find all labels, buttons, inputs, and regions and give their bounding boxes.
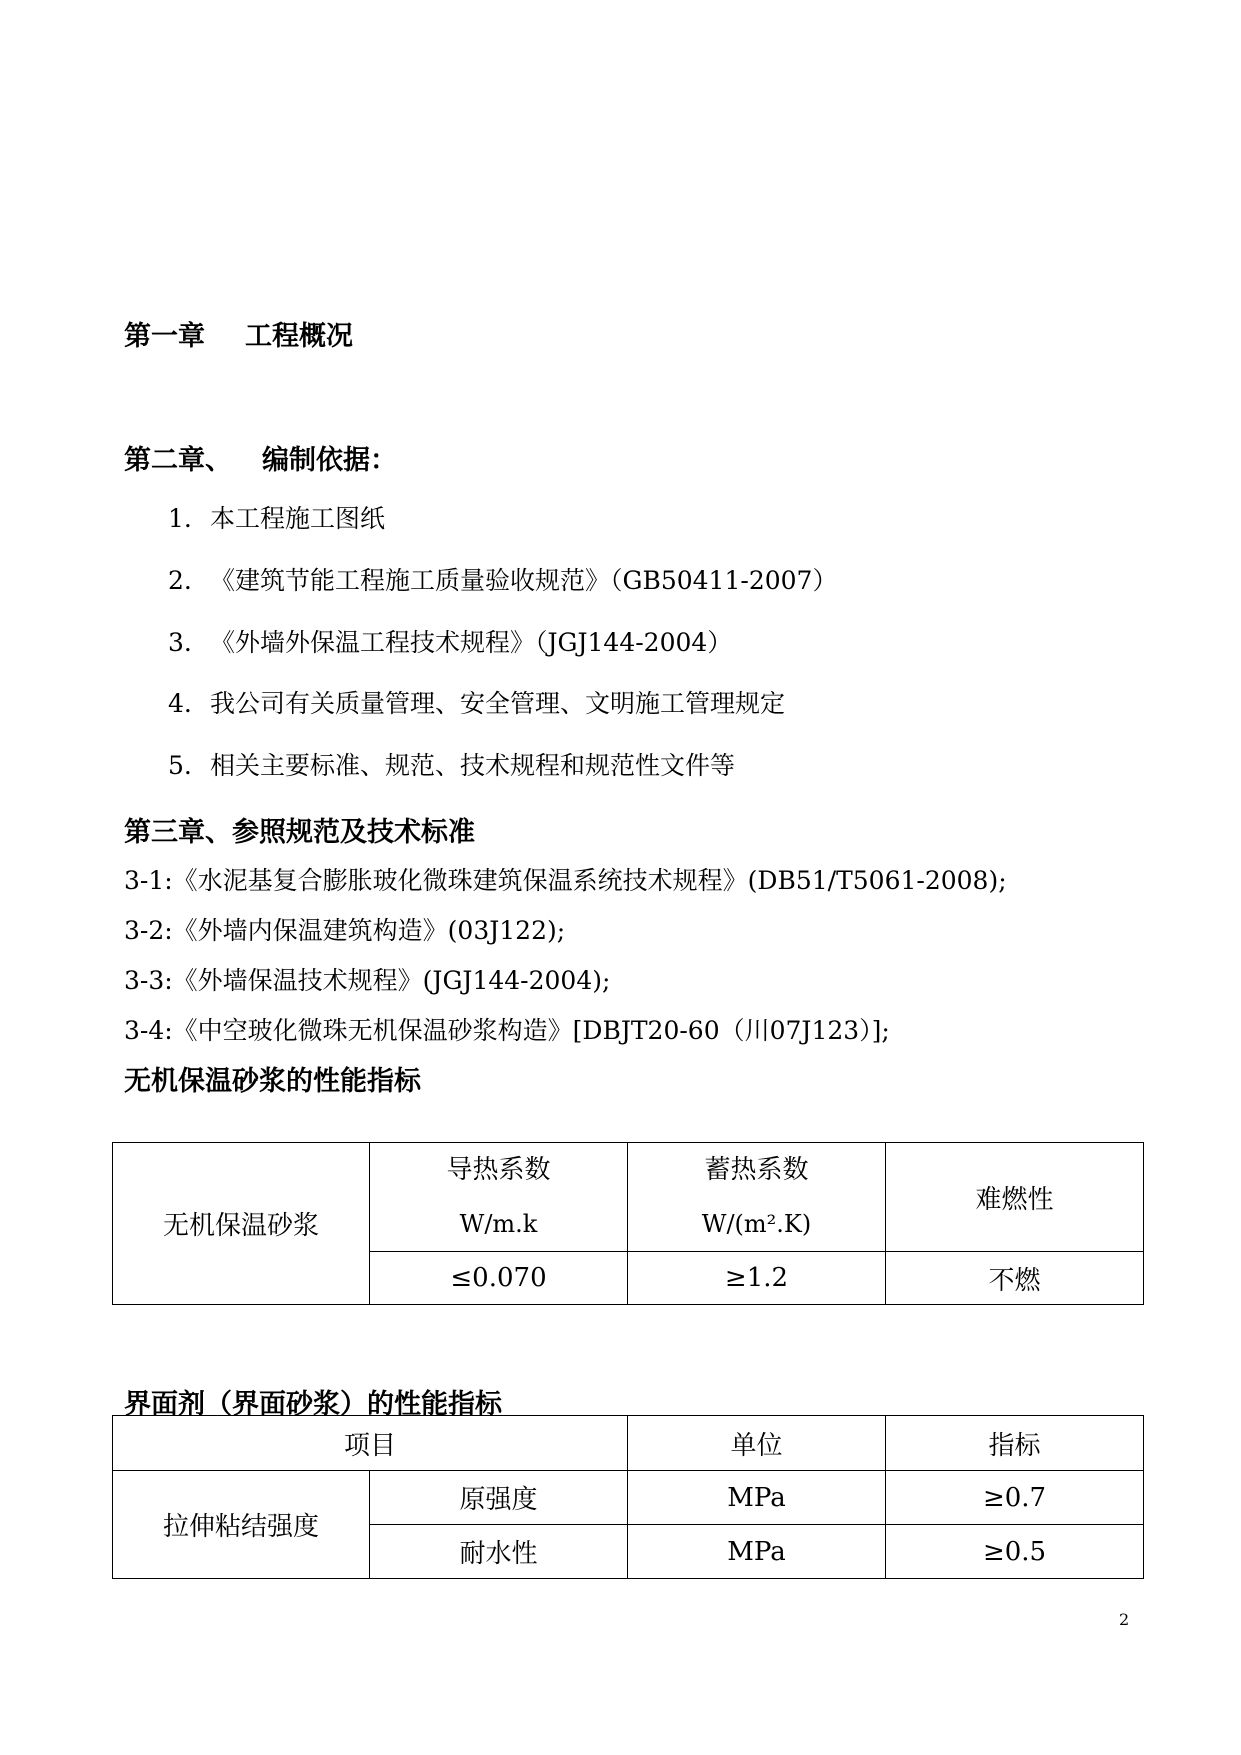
table-2-title: 界面剂（界面砂浆）的性能指标: [124, 1389, 502, 1420]
list-item-number: 5.: [168, 751, 192, 780]
table-1-header-heat-storage: 蓄热系数 W/(m².K): [628, 1143, 886, 1252]
table-1-value-thermal-conductivity: ≤0.070: [370, 1252, 628, 1305]
reference-item: 3-3:《外墙保温技术规程》(JGJ144-2004);: [124, 966, 611, 995]
list-item-number: 3.: [168, 628, 192, 657]
table-1-row-label: 无机保温砂浆: [113, 1143, 370, 1305]
table-row-value: ≥0.5: [886, 1525, 1144, 1579]
list-item: [168, 684, 785, 720]
list-item-text: 本工程施工图纸: [210, 504, 386, 533]
reference-item: 3-1:《水泥基复合膨胀玻化微珠建筑保温系统技术规程》(DB51/T5061-2008);: [124, 866, 1007, 895]
table-1-header-flammability: 难燃性: [886, 1143, 1144, 1252]
list-item: [168, 499, 385, 535]
chapter-2-number: 第二章、: [124, 445, 232, 476]
table-2-group-label: 拉伸粘结强度: [113, 1471, 370, 1579]
list-item-text: 《外墙外保温工程技术规程》（JGJ144-2004）: [210, 628, 733, 657]
table-row-name: 原强度: [370, 1471, 628, 1525]
list-item: [168, 561, 837, 597]
list-item-number: 2.: [168, 566, 192, 595]
chapter-1-title: 工程概况: [245, 321, 353, 352]
table-2-header-item: 项目: [113, 1416, 628, 1471]
list-item-number: 1.: [168, 504, 192, 533]
table-row-unit: MPa: [628, 1471, 886, 1525]
page-number: 2: [1119, 1610, 1130, 1629]
table-1-value-flammability: 不燃: [886, 1252, 1144, 1305]
chapter-3-heading: 第三章、参照规范及技术标准: [124, 817, 475, 848]
table-2-header-unit: 单位: [628, 1416, 886, 1471]
list-item-number: 4.: [168, 689, 192, 718]
list-item-text: 相关主要标准、规范、技术规程和规范性文件等: [210, 751, 736, 780]
list-item-text: 《建筑节能工程施工质量验收规范》（GB50411-2007）: [210, 566, 838, 595]
table-row-name: 耐水性: [370, 1525, 628, 1579]
table-1-header-thermal-conductivity: 导热系数 W/m.k: [370, 1143, 628, 1252]
chapter-2-title: 编制依据：: [262, 445, 397, 476]
table-1: [112, 1142, 1144, 1305]
table-2-header-index: 指标: [886, 1416, 1144, 1471]
table-1-title: 无机保温砂浆的性能指标: [124, 1066, 421, 1097]
table-row-unit: MPa: [628, 1525, 886, 1579]
reference-item: 3-2:《外墙内保温建筑构造》(03J122);: [124, 916, 566, 945]
list-item: [168, 746, 735, 782]
chapter-2-heading: [124, 438, 397, 477]
table-1-value-heat-storage: ≥1.2: [628, 1252, 886, 1305]
list-item: [168, 623, 732, 659]
chapter-1-number: 第一章: [124, 321, 205, 352]
reference-item: 3-4:《中空玻化微珠无机保温砂浆构造》[DBJT20-60（川07J123）];: [124, 1016, 890, 1045]
table-2: [112, 1415, 1144, 1579]
list-item-text: 我公司有关质量管理、安全管理、文明施工管理规定: [210, 689, 786, 718]
table-row-value: ≥0.7: [886, 1471, 1144, 1525]
chapter-1-heading: [124, 314, 353, 353]
